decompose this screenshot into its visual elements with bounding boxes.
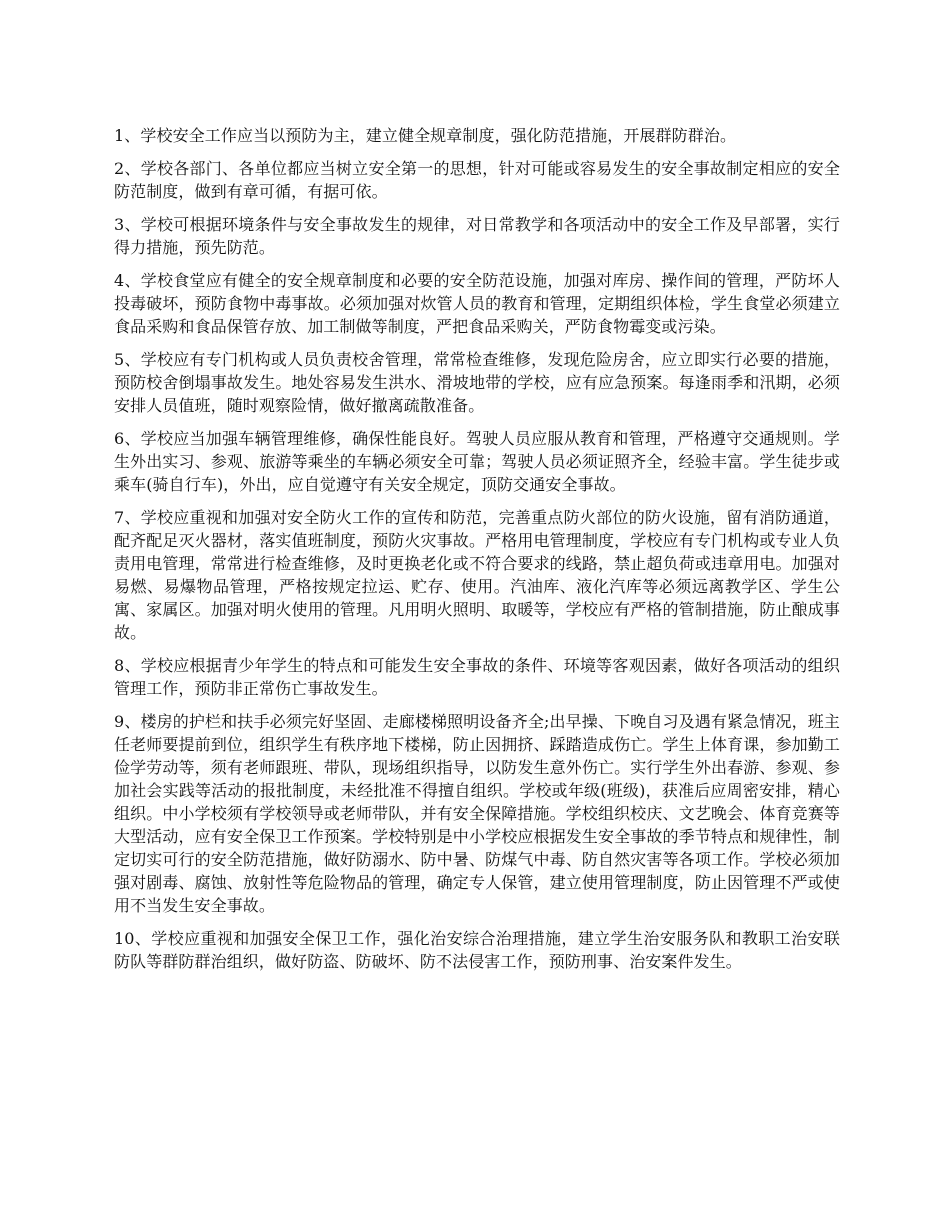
- paragraph-9: 9、楼房的护栏和扶手必须完好坚固、走廊楼梯照明设备齐全;出早操、下晚自习及遇有紧急情况，班主任老师要提前到位，组织学生有秩序地下楼梯，防止因拥挤、踩踏造成伤亡。学生上体育课，参加勤工俭学劳动等，须有老师跟班、带队，现场组织指导，以防发生意外伤亡。实行学生外出春游、参观、参加社会实践等活动的报批制度，未经批准不得擅自组织。学校或年级(班级)，获准后应周密安排，精心组织。中小学校须有学校领导或老师带队，并有安全保障措施。学校组织校庆、文艺晚会、体育竞赛等大型活动，应有安全保卫工作预案。学校特别是中小学校应根据发生安全事故的季节特点和规律性，制定切实可行的安全防范措施，做好防溺水、防中暑、防煤气中毒、防自然灾害等各项工作。学校必须加强对剧毒、腐蚀、放射性等危险物品的管理，确定专人保管，建立使用管理制度，防止因管理不严或使用不当发生安全事故。: [114, 712, 840, 915]
- paragraph-4: 4、学校食堂应有健全的安全规章制度和必要的安全防范设施，加强对库房、操作间的管理，严防坏人投毒破坏，预防食物中毒事故。必须加强对炊管人员的教育和管理，定期组织体检，学生食堂必须建立食品采购和食品保管存放、加工制做等制度，严把食品采购关，严防食物霉变或污染。: [114, 271, 840, 336]
- document-page: [114, 124, 840, 983]
- paragraph-2: 2、学校各部门、各单位都应当树立安全第一的思想，针对可能或容易发生的安全事故制定相应的安全防范制度，做到有章可循，有据可依。: [114, 159, 840, 201]
- paragraph-8: 8、学校应根据青少年学生的特点和可能发生安全事故的条件、环境等客观因素，做好各项活动的组织管理工作，预防非正常伤亡事故发生。: [114, 656, 840, 698]
- paragraph-5: 5、学校应有专门机构或人员负责校舍管理，常常检查维修，发现危险房舍，应立即实行必要的措施，预防校舍倒塌事故发生。地处容易发生洪水、滑坡地带的学校，应有应急预案。每逢雨季和汛期，必须安排人员值班，随时观察险情，做好撤离疏散准备。: [114, 350, 840, 415]
- paragraph-3: 3、学校可根据环境条件与安全事故发生的规律，对日常教学和各项活动中的安全工作及早部署，实行得力措施，预先防范。: [114, 215, 840, 257]
- paragraph-1: 1、学校安全工作应当以预防为主，建立健全规章制度，强化防范措施，开展群防群治。: [114, 126, 737, 145]
- paragraph-10: 10、学校应重视和加强安全保卫工作，强化治安综合治理措施，建立学生治安服务队和教职工治安联防队等群防群治组织，做好防盗、防破坏、防不法侵害工作，预防刑事、治安案件发生。: [114, 929, 840, 971]
- paragraph-6: 6、学校应当加强车辆管理维修，确保性能良好。驾驶人员应服从教育和管理，严格遵守交通规则。学生外出实习、参观、旅游等乘坐的车辆必须安全可靠；驾驶人员必须证照齐全，经验丰富。学生徒步或乘车(骑自行车)，外出，应自觉遵守有关安全规定，顶防交通安全事故。: [114, 429, 840, 494]
- paragraph-7: 7、学校应重视和加强对安全防火工作的宣传和防范，完善重点防火部位的防火设施，留有消防通道，配齐配足灭火器材，落实值班制度，预防火灾事故。严格用电管理制度，学校应有专门机构或专业人负责用电管理，常常进行检查维修，及时更换老化或不符合要求的线路，禁止超负荷或违章用电。加强对易燃、易爆物品管理，严格按规定拉运、贮存、使用。汽油库、液化汽库等必须远离教学区、学生公寓、家属区。加强对明火使用的管理。凡用明火照明、取暖等，学校应有严格的管制措施，防止酿成事故。: [114, 508, 840, 642]
